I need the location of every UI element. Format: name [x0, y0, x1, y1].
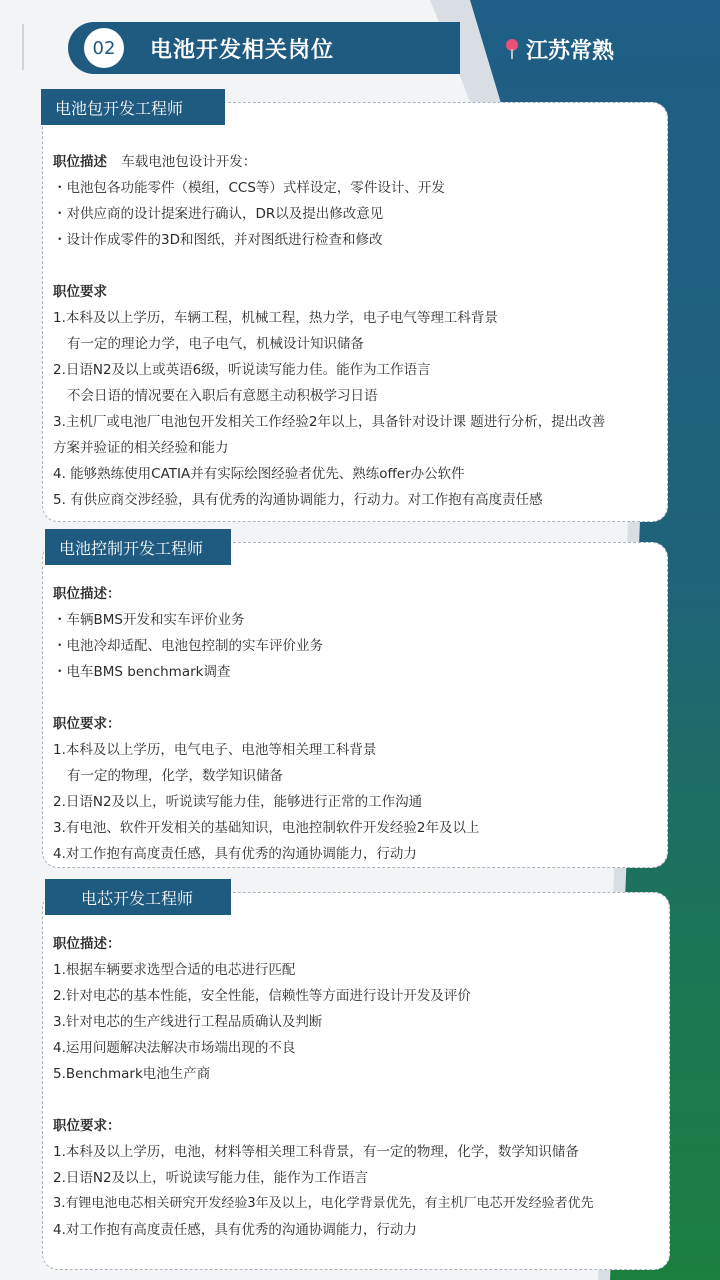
desc-item: ・电池冷却适配、电池包控制的实车评价业务 [53, 638, 323, 654]
req-item: 1.本科及以上学历，电气电子、电池等相关理工科背景 [53, 742, 377, 758]
req-item: 4.对工作抱有高度责任感，具有优秀的沟通协调能力，行动力 [53, 846, 417, 862]
header-accent-line [22, 24, 30, 70]
account-watermark [440, 1236, 655, 1259]
desc-item: 1.根据车辆要求选型合适的电芯进行匹配 [53, 962, 296, 978]
job-content [53, 931, 661, 1243]
desc-item: 5.Benchmark电池生产商 [53, 1066, 211, 1082]
desc-item: 4.运用问题解决法解决市场端出现的不良 [53, 1040, 296, 1056]
req-item: 有一定的理论力学，电子电气，机械设计知识储备 [67, 336, 364, 352]
location-label: 江苏常熟 [526, 39, 615, 64]
req-item: 1.本科及以上学历，电池，材料等相关理工科背景，有一定的物理，化学，数学知识储备 [53, 1144, 579, 1160]
desc-item: ・车辆BMS开发和实车评价业务 [53, 612, 245, 628]
desc-heading: 职位描述 [53, 154, 107, 170]
job-content [53, 149, 659, 513]
job-card-cell [42, 888, 670, 1270]
req-item: 2.日语N2及以上，听说读写能力佳，能作为工作语言 [53, 1170, 369, 1186]
watermark-text: 服务号 · 丰田研发中心招聘 [464, 1239, 656, 1258]
job-title-tag: 电池控制开发工程师 [45, 529, 231, 565]
req-item: 有一定的物理，化学，数学知识储备 [67, 768, 283, 784]
job-title-tag: 电池包开发工程师 [41, 89, 225, 125]
section-number: 02 [84, 28, 124, 68]
section-title: 电池开发相关岗位 [150, 37, 335, 63]
job-card-battery-pack [42, 98, 668, 522]
desc-item: 2.针对电芯的基本性能，安全性能，信赖性等方面进行设计开发及评价 [53, 988, 471, 1004]
desc-heading: 职位描述： [53, 936, 121, 952]
location [504, 34, 614, 65]
req-item: 3.有锂电池电芯相关研究开发经验3年及以上，电化学背景优先，有主机厂电芯开发经验者优先 [53, 1196, 594, 1211]
desc-item: ・设计作成零件的3D和图纸，并对图纸进行检查和修改 [53, 232, 383, 248]
map-pin-icon [504, 39, 520, 61]
req-heading: 职位要求： [53, 716, 121, 732]
req-item: 不会日语的情况要在入职后有意愿主动积极学习日语 [67, 388, 378, 404]
section-header [68, 22, 460, 74]
desc-item: ・电车BMS benchmark调查 [53, 664, 231, 680]
job-title-tag: 电芯开发工程师 [45, 879, 231, 915]
req-item: 方案并验证的相关经验和能力 [53, 440, 229, 456]
job-content [53, 581, 659, 867]
req-item: 2.日语N2及以上或英语6级，听说读写能力佳。能作为工作语言 [53, 362, 431, 378]
req-item: 4.对工作抱有高度责任感，具有优秀的沟通协调能力，行动力 [53, 1222, 417, 1238]
desc-item: ・对供应商的设计提案进行确认，DR以及提出修改意见 [53, 206, 384, 222]
req-item: 3.主机厂或电池厂电池包开发相关工作经验2年以上，具备针对设计课 题进行分析，提出改善 [53, 414, 606, 430]
wechat-icon [440, 1241, 458, 1255]
desc-intro: 车载电池包设计开发： [121, 154, 257, 170]
req-item: 1.本科及以上学历，车辆工程，机械工程，热力学，电子电气等理工科背景 [53, 310, 498, 326]
req-item: 2.日语N2及以上，听说读写能力佳，能够进行正常的工作沟通 [53, 794, 423, 810]
req-item: 5. 有供应商交涉经验，具有优秀的沟通协调能力，行动力。对工作抱有高度责任感 [53, 492, 543, 508]
req-item: 4. 能够熟练使用CATIA并有实际绘图经验者优先、熟练offer办公软件 [53, 466, 465, 482]
desc-item: ・电池包各功能零件（模组，CCS等）式样设定，零件设计、开发 [53, 180, 445, 196]
req-item: 3.有电池、软件开发相关的基础知识，电池控制软件开发经验2年及以上 [53, 820, 480, 836]
desc-heading: 职位描述： [53, 586, 121, 602]
req-heading: 职位要求： [53, 1118, 121, 1134]
req-heading: 职位要求 [53, 284, 107, 300]
job-card-battery-control [42, 538, 668, 868]
desc-item: 3.针对电芯的生产线进行工程品质确认及判断 [53, 1014, 323, 1030]
